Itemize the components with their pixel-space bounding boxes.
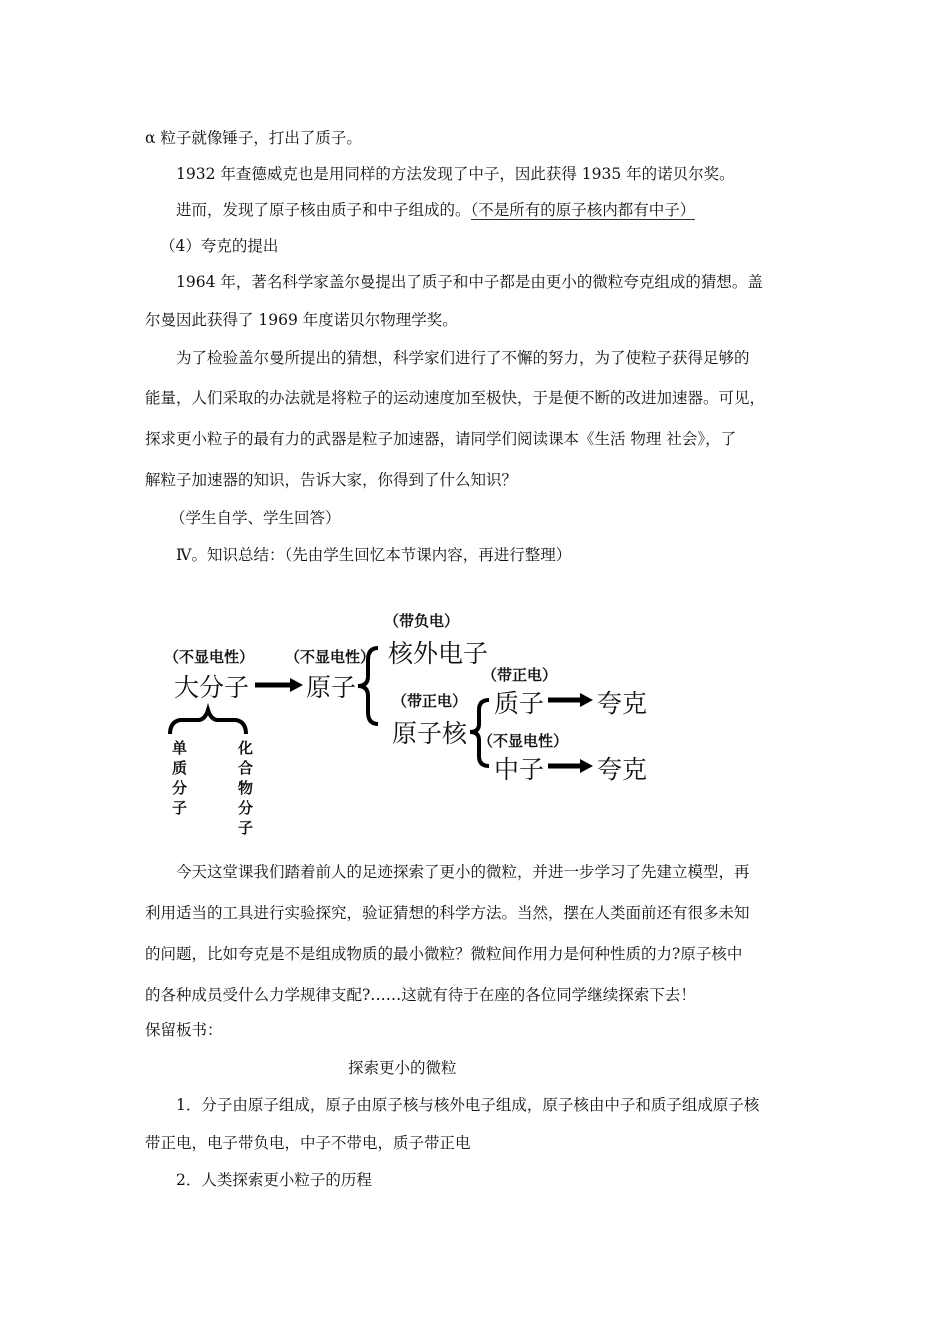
- quark-label-2: 夸克: [597, 755, 648, 784]
- para-self-study: （学生自学、学生回答）: [170, 509, 341, 527]
- board-point-1b: 带正电，电子带负电，中子不带电，质子带正电: [145, 1134, 471, 1152]
- element-molecule-label: 单质分子: [172, 739, 188, 817]
- para-gellmann-1: 1964 年，著名科学家盖尔曼提出了质子和中子都是由更小的微粒夸克组成的猜想。盖: [176, 273, 763, 291]
- para-closing-1: 今天这堂课我们踏着前人的足迹探索了更小的微粒，并进一步学习了先建立模型，再: [176, 863, 750, 881]
- quark-label-1: 夸克: [597, 689, 648, 718]
- atom-charge-label: （不显电性）: [285, 648, 376, 666]
- para-gellmann-2: 尔曼因此获得了 1969 年度诺贝尔物理学奖。: [145, 311, 458, 329]
- para-nucleus-text: 进而，发现了原子核由质子和中子组成的。: [176, 201, 471, 219]
- electron-charge-label: （带负电）: [384, 612, 460, 630]
- para-accelerator-3: 探求更小粒子的最有力的武器是粒子加速器，请同学们阅读课本《生活 物理 社会》，了: [145, 430, 737, 448]
- section-quark-heading: （4）夸克的提出: [160, 237, 279, 255]
- neutron-charge-label: （不显电性）: [478, 732, 569, 750]
- molecule-charge-label: （不显电性）: [164, 648, 255, 666]
- nucleus-label: 原子核: [392, 719, 468, 748]
- board-title: 探索更小的微粒: [348, 1059, 457, 1077]
- electron-label: 核外电子: [388, 639, 489, 668]
- board-notes-heading: 保留板书：: [145, 1021, 223, 1039]
- para-closing-3: 的问题，比如夸克是不是组成物质的最小微粒？微粒间作用力是何种性质的力?原子核中: [145, 945, 743, 963]
- neutron-label: 中子: [494, 755, 545, 784]
- para-accelerator-4: 解粒子加速器的知识，告诉大家，你得到了什么知识？: [145, 471, 518, 489]
- para-summary: Ⅳ。知识总结：（先由学生回忆本节课内容，再进行整理）: [176, 546, 572, 564]
- para-alpha: α 粒子就像锤子，打出了质子。: [145, 129, 362, 147]
- para-chadwick: 1932 年查德威克也是用同样的方法发现了中子，因此获得 1935 年的诺贝尔奖。: [176, 165, 735, 183]
- nucleus-charge-label: （带正电）: [392, 692, 468, 710]
- para-closing-4: 的各种成员受什么力学规律支配?……这就有待于在座的各位同学继续探索下去！: [145, 986, 696, 1004]
- molecule-label: 大分子: [174, 673, 250, 702]
- para-closing-2: 利用适当的工具进行实验探究，验证猜想的科学方法。当然，摆在人类面前还有很多未知: [145, 904, 750, 922]
- atom-label: 原子: [306, 673, 357, 702]
- para-nucleus-note: （不是所有的原子核内都有中子）: [470, 201, 696, 219]
- proton-charge-label: （带正电）: [482, 666, 558, 684]
- para-accelerator-2: 能量，人们采取的办法就是将粒子的运动速度加至极快，于是便不断的改进加速器。可见，: [145, 389, 766, 407]
- board-point-1a: 1．分子由原子组成，原子由原子核与核外电子组成，原子核由中子和质子组成原子核: [176, 1096, 760, 1114]
- compound-molecule-label: 化合物分子: [238, 739, 254, 837]
- para-accelerator-1: 为了检验盖尔曼所提出的猜想，科学家们进行了不懈的努力，为了使粒子获得足够的: [176, 349, 750, 367]
- board-point-2: 2．人类探索更小粒子的历程: [176, 1171, 372, 1189]
- proton-label: 质子: [494, 689, 545, 718]
